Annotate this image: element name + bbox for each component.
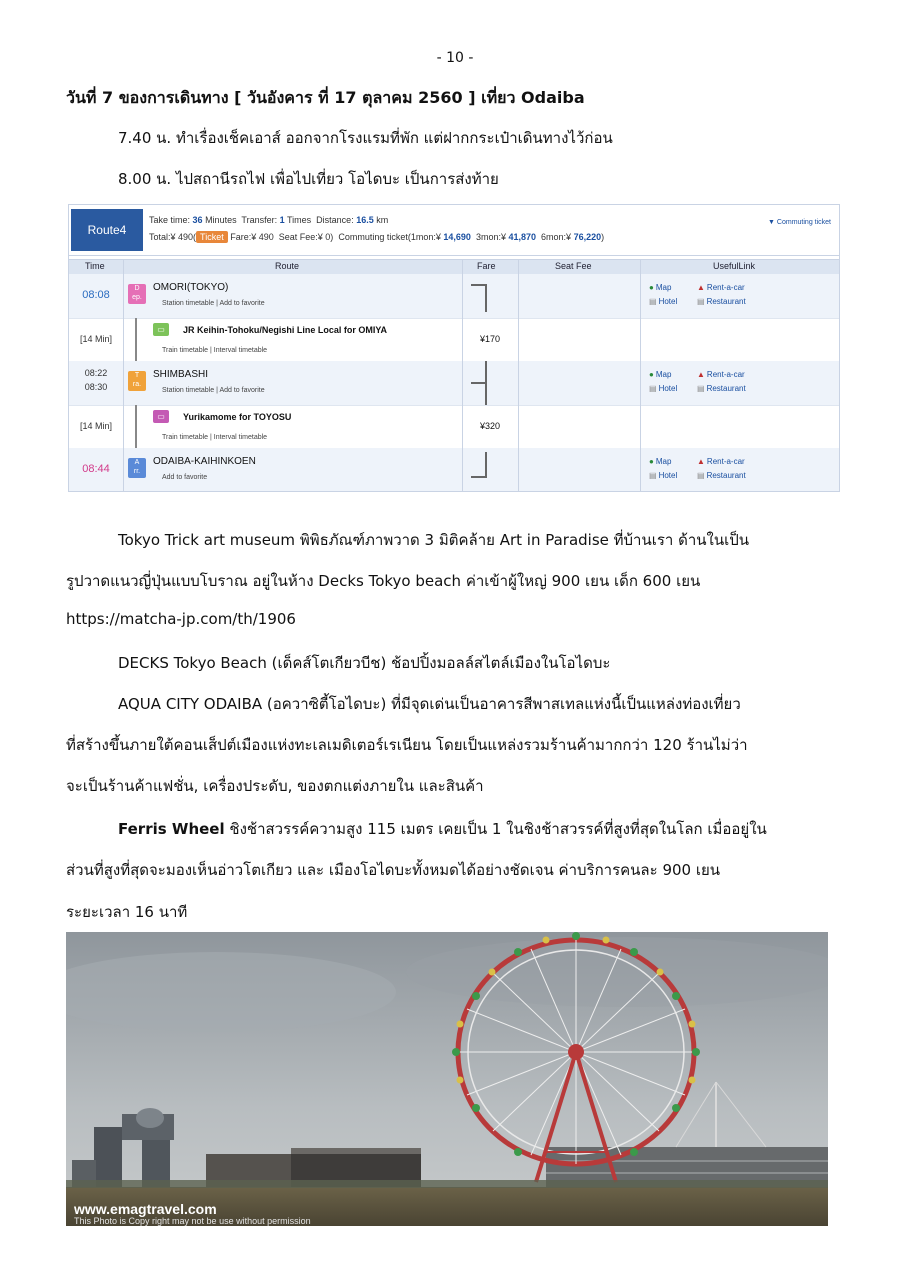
globe-icon: ● <box>649 370 654 379</box>
commuting-ticket-link[interactable]: ▼ Commuting ticket <box>768 219 831 226</box>
leg-row <box>69 318 839 362</box>
col-divider <box>462 259 463 491</box>
car-icon: ▲ <box>697 370 705 379</box>
rent-a-car-link[interactable]: ▲ Rent-a-car <box>697 283 745 292</box>
route-table-header <box>69 259 839 275</box>
hotel-icon: ▤ <box>649 471 657 480</box>
schedule-line-2: 8.00 น. ไปสถานีรถไฟ เพื่อไปเที่ยว โอไดบะ เป็นการส่งท้าย <box>118 170 499 188</box>
station-time: 08:08 <box>82 289 110 301</box>
arrival-icon: A rr. <box>128 458 146 478</box>
map-link[interactable]: ● Map <box>649 370 672 379</box>
route-summary-line-2: Total:¥ 490( Ticket Fare:¥ 490 Seat Fee:¥ 0) Commuting ticket(1mon:¥ 14,690 3mon:¥ 41,870 6mon:¥ 76,220) <box>149 232 605 242</box>
restaurant-icon: ▤ <box>697 384 705 393</box>
route-result-panel <box>68 204 840 492</box>
ticket-tag: Ticket <box>196 231 228 243</box>
page-number: - 10 - <box>436 50 474 66</box>
leg-duration: [14 Min] <box>79 421 112 431</box>
restaurant-icon: ▤ <box>697 297 705 306</box>
photo-copyright-notice: This Photo is Copy right may not be use without permission <box>74 1216 311 1226</box>
station-name[interactable]: OMORI(TOKYO) <box>153 282 229 293</box>
photo-watermark: www.emagtravel.com <box>74 1201 217 1217</box>
train-icon: ▭ <box>153 323 169 336</box>
station-links[interactable]: Station timetable | Add to favorite <box>162 300 265 307</box>
schedule-line-1: 7.40 น. ทำเรื่องเช็คเอาส์ ออกจากโรงแรมที่พัก แต่ฝากกระเป๋าเดินทางไว้ก่อน <box>118 129 613 147</box>
source-url[interactable]: https://matcha-jp.com/th/1906 <box>66 610 296 628</box>
station-time: 08:44 <box>82 463 110 475</box>
day-heading: วันที่ 7 ของการเดินทาง [ วันอังคาร ที่ 17 ตุลาคม 2560 ] เที่ยว Odaiba <box>66 88 585 107</box>
car-icon: ▲ <box>697 283 705 292</box>
track-line <box>135 405 137 448</box>
station-name[interactable]: SHIMBASHI <box>153 369 209 380</box>
paragraph-3: AQUA CITY ODAIBA (อควาซิตี้โอไดบะ) ที่มีจุดเด่นเป็นอาคารสีพาสเทลแห่งนี้เป็นแหล่งท่องเที่ยว <box>118 695 741 713</box>
col-divider <box>518 259 519 491</box>
restaurant-link[interactable]: ▤ Restaurant <box>697 471 746 480</box>
ferris-wheel-photo <box>66 932 828 1226</box>
leg-fare: ¥170 <box>479 334 501 344</box>
paragraph-3-cont: ที่สร้างขึ้นภายใต้คอนเส็ปต์เมืองแห่งทะเลเมดิเตอร์เรเนียน โดยเป็นแหล่งรวมร้านค้ามากกว่า 120 ร้านไม่ว่า <box>66 736 748 754</box>
hotel-link[interactable]: ▤ Hotel <box>649 471 678 480</box>
leg-row <box>69 405 839 449</box>
route-badge: Route4 <box>71 209 143 251</box>
line-links[interactable]: Train timetable | Interval timetable <box>162 434 268 441</box>
train-icon: ▭ <box>153 410 169 423</box>
paragraph-1: Tokyo Trick art museum พิพิธภัณฑ์ภาพวาด 3 มิติคล้าย Art in Paradise ที่บ้านเรา ด้านในเป็น <box>118 531 750 549</box>
station-name[interactable]: ODAIBA-KAIHINKOEN <box>153 456 256 467</box>
station-row <box>69 361 839 406</box>
col-useful-link: UsefulLink <box>713 261 756 271</box>
fare-bracket <box>471 284 487 312</box>
dropdown-icon: ▼ <box>768 219 775 226</box>
globe-icon: ● <box>649 457 654 466</box>
map-link[interactable]: ● Map <box>649 457 672 466</box>
map-link[interactable]: ● Map <box>649 283 672 292</box>
col-route: Route <box>275 261 300 271</box>
col-seat-fee: Seat Fee <box>555 261 592 271</box>
col-divider <box>123 259 124 491</box>
ferris-wheel-label: Ferris Wheel <box>118 820 225 838</box>
route-summary <box>69 205 839 256</box>
line-links[interactable]: Train timetable | Interval timetable <box>162 347 268 354</box>
restaurant-link[interactable]: ▤ Restaurant <box>697 384 746 393</box>
station-row <box>69 448 839 491</box>
restaurant-icon: ▤ <box>697 471 705 480</box>
paragraph-4-end: ระยะเวลา 16 นาที <box>66 903 188 921</box>
restaurant-link[interactable]: ▤ Restaurant <box>697 297 746 306</box>
hotel-link[interactable]: ▤ Hotel <box>649 384 678 393</box>
paragraph-2: DECKS Tokyo Beach (เด็คส์โตเกียวบีช) ช้อปปิ้งมอลล์สไตล์เมืองในโอไดบะ <box>118 654 611 672</box>
hotel-icon: ▤ <box>649 297 657 306</box>
station-links[interactable]: Station timetable | Add to favorite <box>162 387 265 394</box>
hotel-link[interactable]: ▤ Hotel <box>649 297 678 306</box>
departure-time: 08:30 <box>84 382 108 392</box>
rent-a-car-link[interactable]: ▲ Rent-a-car <box>697 457 745 466</box>
col-fare: Fare <box>477 261 496 271</box>
rent-a-car-link[interactable]: ▲ Rent-a-car <box>697 370 745 379</box>
arrival-time: 08:22 <box>84 368 108 378</box>
hotel-icon: ▤ <box>649 384 657 393</box>
col-time: Time <box>85 261 105 271</box>
paragraph-4-cont: ส่วนที่สูงที่สุดจะมองเห็นอ่าวโตเกียว และ เมืองโอไดบะทั้งหมดได้อย่างชัดเจน ค่าบริการคนละ 900 เยน <box>66 861 721 879</box>
paragraph-4: Ferris Wheel ชิงช้าสวรรค์ความสูง 115 เมตร เคยเป็น 1 ในชิงช้าสวรรค์ที่สูงที่สุดในโลก เมื่ออยู่ใน <box>118 820 767 838</box>
fare-bracket <box>471 452 487 478</box>
globe-icon: ● <box>649 283 654 292</box>
station-row <box>69 274 839 319</box>
car-icon: ▲ <box>697 457 705 466</box>
col-divider <box>640 259 641 491</box>
transfer-icon: T ra. <box>128 371 146 391</box>
leg-fare: ¥320 <box>479 421 501 431</box>
line-name[interactable]: JR Keihin-Tohoku/Negishi Line Local for OMIYA <box>183 325 388 335</box>
track-line <box>135 318 137 361</box>
paragraph-3-end: จะเป็นร้านค้าแฟชั่น, เครื่องประดับ, ของตกแต่งภายใน และสินค้า <box>66 777 484 795</box>
paragraph-1-cont: รูปวาดแนวญี่ปุ่นแบบโบราณ อยู่ในห้าง Decks Tokyo beach ค่าเข้าผู้ใหญ่ 900 เยน เด็ก 600 เยน <box>66 572 701 590</box>
fare-bracket-tick <box>471 382 485 384</box>
leg-duration: [14 Min] <box>79 334 112 344</box>
route-summary-line-1: Take time: 36 Minutes Transfer: 1 Times Distance: 16.5 km <box>149 215 389 225</box>
line-name[interactable]: Yurikamome for TOYOSU <box>183 412 292 422</box>
station-links[interactable]: Add to favorite <box>162 474 208 481</box>
departure-icon: D ep. <box>128 284 146 304</box>
